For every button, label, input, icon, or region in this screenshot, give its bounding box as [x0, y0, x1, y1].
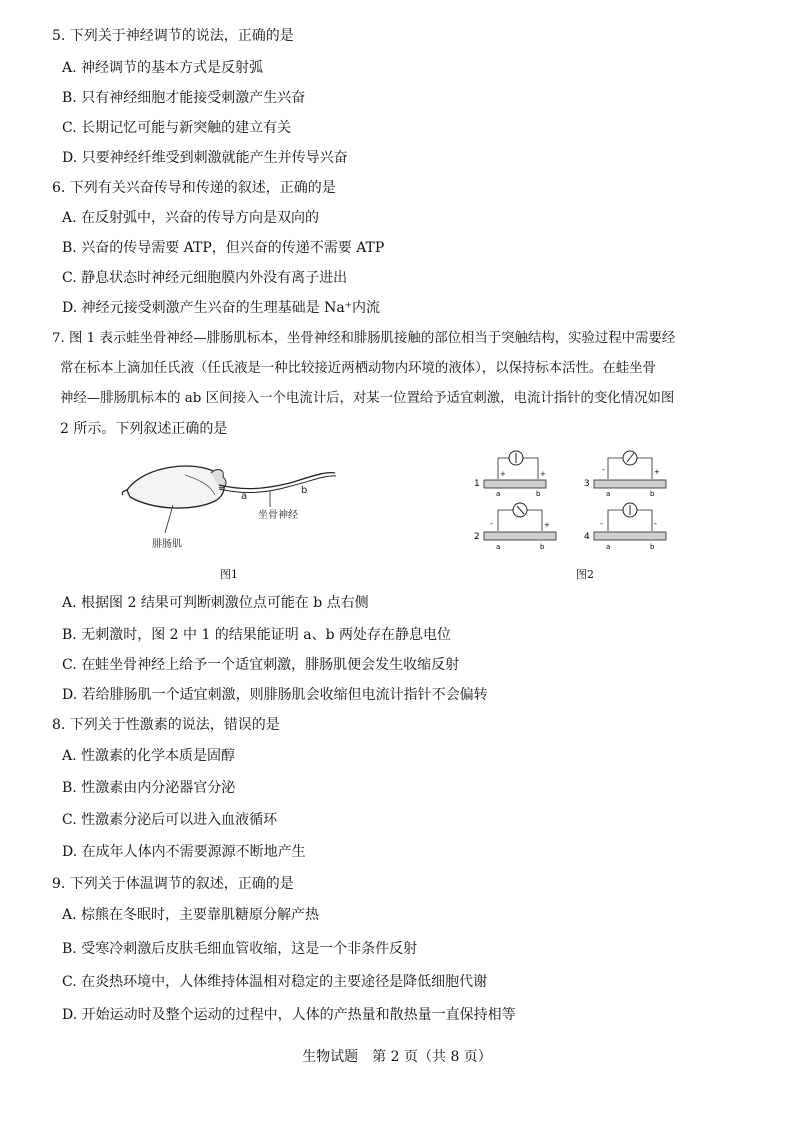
panel-2-lead-left: [498, 510, 513, 531]
figure-1-caption: 图1: [220, 568, 238, 581]
figure-1-label-a: a: [241, 491, 248, 502]
panel-2-number: 2: [474, 532, 480, 542]
panel-4-minus-left: -: [600, 519, 603, 528]
question-8-stem: 8. 下列关于性激素的说法，错误的是: [52, 717, 280, 733]
panel-4-label-a: a: [606, 543, 611, 551]
panel-2-label-a: a: [496, 543, 501, 551]
question-7-option-d: D. 若给腓肠肌一个适宜刺激，则腓肠肌会收缩但电流计指针不会偏转: [62, 687, 488, 703]
panel-4-lead-left: [608, 510, 623, 531]
question-6-option-c: C. 静息状态时神经元细胞膜内外没有离子进出: [62, 270, 348, 286]
panel-1-lead-right: [523, 458, 538, 479]
figure-2-caption: 图2: [576, 568, 594, 581]
question-7-option-a: A. 根据图 2 结果可判断刺激位点可能在 b 点右侧: [62, 595, 369, 611]
panel-3-lead-right: [637, 458, 652, 479]
question-8-option-a: A. 性激素的化学本质是固醇: [62, 748, 236, 764]
question-9-option-c: C. 在炎热环境中，人体维持体温相对稳定的主要途径是降低细胞代谢: [62, 974, 488, 990]
panel-1-plus-left: +: [500, 470, 506, 478]
figure-1-frog-preparation: [115, 455, 345, 555]
question-5-option-c: C. 长期记忆可能与新突触的建立有关: [62, 120, 292, 136]
panel-3-lead-left: [608, 458, 623, 479]
question-8-option-d: D. 在成年人体内不需要源源不断地产生: [62, 844, 306, 860]
panel-2-label-b: b: [540, 543, 545, 551]
panel-4-number: 4: [584, 532, 590, 542]
panel-3: [584, 451, 666, 498]
page-footer: 生物试题 第 2 页（共 8 页）: [302, 1049, 492, 1065]
question-7-stem-line-4: 2 所示。下列叙述正确的是: [60, 421, 228, 437]
pointer-line-muscle: [165, 505, 173, 533]
question-8-option-c: C. 性激素分泌后可以进入血液循环: [62, 812, 278, 828]
question-5-option-b: B. 只有神经细胞才能接受刺激产生兴奋: [62, 90, 306, 106]
question-9-option-b: B. 受寒冷刺激后皮肤毛细血管收缩，这是一个非条件反射: [62, 941, 418, 957]
question-5-stem: 5. 下列关于神经调节的说法，正确的是: [52, 28, 294, 44]
panel-3-nerve-bar: [594, 480, 666, 488]
panel-3-label-b: b: [650, 490, 655, 498]
question-6-option-a: A. 在反射弧中，兴奋的传导方向是双向的: [62, 210, 320, 226]
question-9-stem: 9. 下列关于体温调节的叙述，正确的是: [52, 876, 294, 892]
panel-4-label-b: b: [650, 543, 655, 551]
panel-1: [474, 451, 546, 498]
question-7-stem-line-3: 神经—腓肠肌标本的 ab 区间接入一个电流计后，对某一位置给予适宜刺激，电流计指针的变化情况如图: [60, 391, 675, 406]
figure-1-label-muscle: 腓肠肌: [152, 539, 182, 550]
question-6-stem: 6. 下列有关兴奋传导和传递的叙述，正确的是: [52, 180, 336, 196]
panel-2-plus-right: +: [544, 521, 550, 529]
question-6-option-d: D. 神经元接受刺激产生兴奋的生理基础是 Na⁺内流: [62, 300, 381, 316]
question-7-stem-line-1: 7. 图 1 表示蛙坐骨神经—腓肠肌标本，坐骨神经和腓肠肌接触的部位相当于突触结构，实验过程中需要经: [52, 331, 676, 346]
question-5-option-d: D. 只要神经纤维受到刺激就能产生并传导兴奋: [62, 150, 348, 166]
sciatic-nerve-line-2: [219, 476, 336, 493]
panel-2: [474, 503, 556, 551]
question-9-option-d: D. 开始运动时及整个运动的过程中，人体的产热量和散热量一直保持相等: [62, 1007, 516, 1023]
panel-3-minus-left: -: [602, 465, 605, 474]
panel-2-nerve-bar: [484, 532, 556, 540]
sciatic-nerve-line: [219, 473, 335, 489]
panel-3-plus-right: +: [654, 468, 660, 476]
question-7-option-c: C. 在蛙坐骨神经上给予一个适宜刺激，腓肠肌便会发生收缩反射: [62, 657, 460, 673]
panel-1-label-b: b: [536, 490, 541, 498]
question-7-stem-line-2: 常在标本上滴加任氏液（任氏液是一种比较接近两栖动物内环境的液体），以保持标本活性。在蛙坐骨: [60, 361, 656, 376]
panel-4-nerve-bar: [594, 532, 666, 540]
question-5-option-a: A. 神经调节的基本方式是反射弧: [62, 60, 264, 76]
gastrocnemius-muscle-shape: [127, 466, 224, 508]
panel-2-lead-right: [527, 510, 542, 531]
panel-1-label-a: a: [496, 490, 501, 498]
panel-3-label-a: a: [606, 490, 611, 498]
panel-1-plus-right: +: [540, 470, 546, 478]
question-6-option-b: B. 兴奋的传导需要 ATP，但兴奋的传递不需要 ATP: [62, 240, 385, 256]
question-8-option-b: B. 性激素由内分泌器官分泌: [62, 780, 236, 796]
figure-1-label-b: b: [301, 485, 308, 496]
panel-4-minus-right: -: [654, 519, 657, 528]
tendon-shape: [122, 490, 127, 495]
question-9-option-a: A. 棕熊在冬眠时，主要靠肌糖原分解产热: [62, 907, 320, 923]
panel-1-nerve-bar: [484, 480, 546, 488]
panel-4-lead-right: [637, 510, 652, 531]
figure-2-galvanometer-panels: [470, 448, 690, 553]
question-7-option-b: B. 无刺激时，图 2 中 1 的结果能证明 a、b 两处存在静息电位: [62, 627, 452, 643]
panel-1-number: 1: [474, 479, 480, 489]
panel-3-number: 3: [584, 479, 590, 489]
panel-4: [584, 503, 666, 551]
panel-2-minus-left: -: [490, 519, 493, 528]
figure-1-label-nerve: 坐骨神经: [258, 510, 298, 521]
